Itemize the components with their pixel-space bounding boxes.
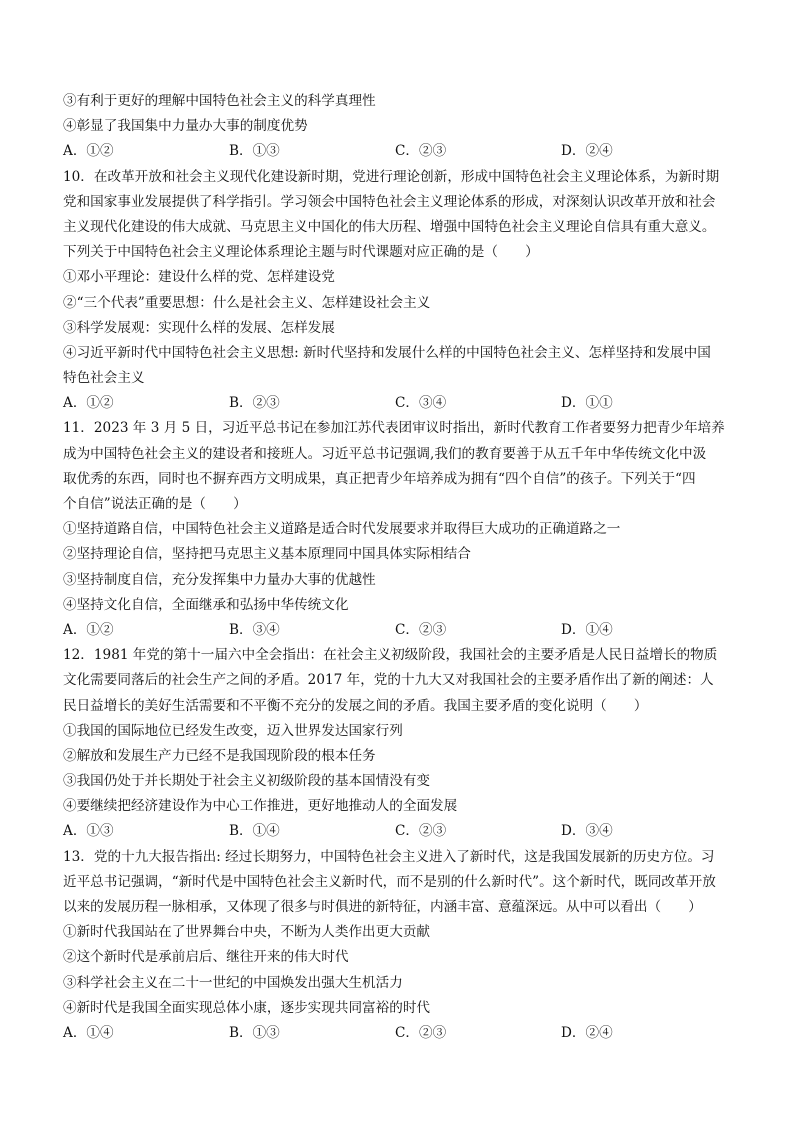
option-c[interactable]: C．③④ [395,395,447,412]
question-stem-line: 民日益增长的美好生活需要和不平衡不充分的发展之间的矛盾。我国主要矛盾的变化说明（ ） [63,697,648,714]
answer-options [63,819,763,844]
answer-options [63,618,763,643]
page-content [63,89,763,1046]
question-stem-line: 13．党的十九大报告指出: 经过长期努力，中国特色社会主义进入了新时代，这是我国发展新的历史方位。习 [63,848,715,865]
question-13 [63,845,763,1047]
choice-item: ④彰显了我国集中力量办大事的制度优势 [63,118,308,135]
choice-item: ②“三个代表”重要思想：什么是社会主义、怎样建设社会主义 [63,294,431,311]
question-stem-line: 取优秀的东西，同时也不摒弃西方文明成果，真正把青少年培养成为拥有“四个自信”的孩子。下列关于“四 [63,470,696,487]
option-a[interactable]: A．①③ [63,823,114,840]
option-b[interactable]: B．①③ [229,143,280,160]
option-b[interactable]: B．②③ [229,395,280,412]
question-stem-line: 11．2023 年 3 月 5 日，习近平总书记在参加江苏代表团审议时指出，新时代教育工作者要努力把青少年培养 [63,420,725,437]
question-12 [63,643,763,845]
choice-item: ②坚持理论自信，坚持把马克思主义基本原理同中国具体实际相结合 [63,546,471,563]
question-stem-line: 近平总书记强调，“新时代是中国特色社会主义新时代，而不是别的什么新时代”。这个新时代，既同改革开放 [63,873,716,890]
question-stem-line: 主义现代化建设的伟大成就、马克思主义中国化的伟大历程、增强中国特色社会主义理论自信具有重大意义。 [63,218,716,235]
option-b[interactable]: B．③④ [229,621,280,638]
choice-item: ②这个新时代是承前启后、继往开来的伟大时代 [63,949,349,966]
choice-item: ④要继续把经济建设作为中心工作推进，更好地推动人的全面发展 [63,798,458,815]
choice-item: ③坚持制度自信，充分发挥集中力量办大事的优越性 [63,571,376,588]
question-stem-line: 下列关于中国特色社会主义理论体系理论主题与时代课题对应正确的是（ ） [63,244,539,261]
option-a[interactable]: A．①② [63,395,114,412]
option-a[interactable]: A．①② [63,143,114,160]
option-d[interactable]: D．③④ [561,823,613,840]
question-11 [63,416,763,643]
question-stem-line: 12．1981 年党的第十一届六中全会指出：在社会主义初级阶段，我国社会的主要矛盾是人民日益增长的物质 [63,647,718,664]
option-a[interactable]: A．①② [63,621,114,638]
option-d[interactable]: D．②④ [561,143,613,160]
choice-item: ①新时代我国站在了世界舞台中央，不断为人类作出更大贡献 [63,924,431,941]
option-a[interactable]: A．①④ [63,1024,114,1041]
choice-item: ②解放和发展生产力已经不是我国现阶段的根本任务 [63,747,376,764]
choice-item: ④新时代是我国全面实现总体小康，逐步实现共同富裕的时代 [63,999,431,1016]
question-9-continued [63,89,763,165]
option-b[interactable]: B．①④ [229,823,280,840]
choice-item: ③我国仍处于并长期处于社会主义初级阶段的基本国情没有变 [63,773,431,790]
question-stem-line: 党和国家事业发展提供了科学指引。学习领会中国特色社会主义理论体系的形成，对深刻认识改革开放和社会 [63,193,716,210]
option-c[interactable]: C．②③ [395,823,447,840]
choice-item: ①邓小平理论：建设什么样的党、怎样建设党 [63,269,335,286]
answer-options [63,391,763,416]
option-d[interactable]: D．①④ [561,621,613,638]
option-c[interactable]: C．②③ [395,1024,447,1041]
option-d[interactable]: D．①① [561,395,613,412]
question-10 [63,165,763,417]
question-stem-line: 10．在改革开放和社会主义现代化建设新时期，党进行理论创新，形成中国特色社会主义理论体系，为新时期 [63,168,720,185]
question-stem-line: 成为中国特色社会主义的建设者和接班人。习近平总书记强调,我们的教育要善于从五千年中华传统文化中汲 [63,445,707,462]
choice-item: ①坚持道路自信，中国特色社会主义道路是适合时代发展要求并取得巨大成功的正确道路之一 [63,521,621,538]
choice-item: ④习近平新时代中国特色社会主义思想: 新时代坚持和发展什么样的中国特色社会主义、怎样坚持和发展中国 [63,344,711,361]
choice-item: 特色社会主义 [63,370,145,387]
choice-item: ④坚持文化自信，全面继承和弘扬中华传统文化 [63,596,349,613]
question-stem-line: 个自信”说法正确的是（ ） [63,496,247,512]
answer-options [63,139,763,164]
choice-item: ③有利于更好的理解中国特色社会主义的科学真理性 [63,93,376,109]
question-stem-line: 文化需要同落后的社会生产之间的矛盾。2017 年，党的十九大又对我国社会的主要矛盾作出了新的阐述：人 [63,672,714,689]
option-c[interactable]: C．②③ [395,143,447,160]
question-stem-line: 以来的发展历程一脉相承，又体现了很多与时俱进的新特征，内涵丰富、意蕴深远。从中可以看出（ ） [63,899,702,915]
option-b[interactable]: B．①③ [229,1024,280,1041]
answer-options [63,1021,763,1046]
option-c[interactable]: C．②③ [395,621,447,638]
option-d[interactable]: D．②④ [561,1024,613,1041]
choice-item: ③科学社会主义在二十一世纪的中国焕发出强大生机活力 [63,974,403,991]
choice-item: ③科学发展观：实现什么样的发展、怎样发展 [63,319,335,336]
choice-item: ①我国的国际地位已经发生改变，迈入世界发达国家行列 [63,722,403,739]
